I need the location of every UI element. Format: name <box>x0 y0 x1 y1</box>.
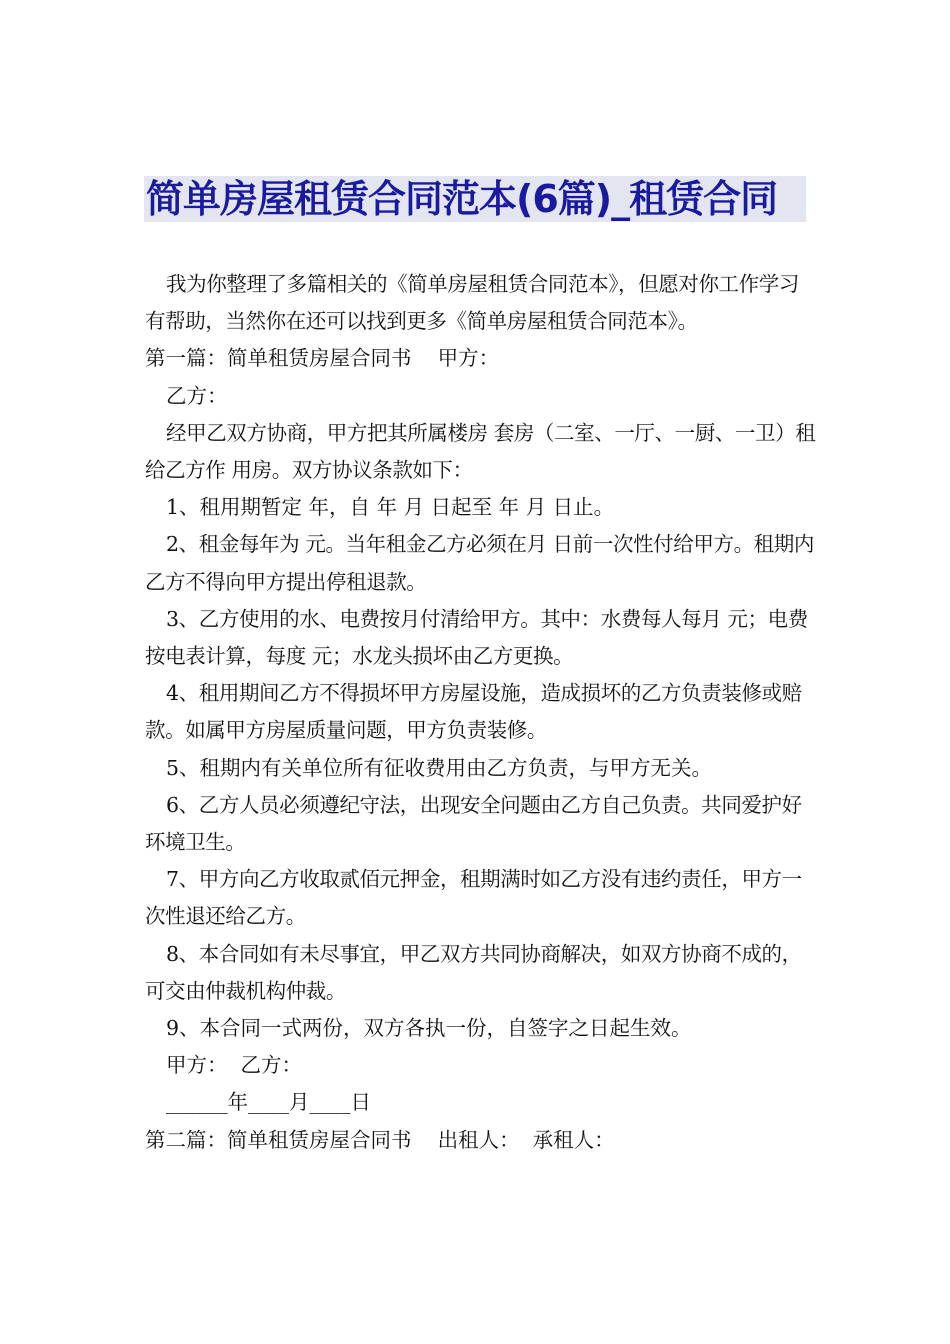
clause-1: 1、租用期暂定 年，自 年 月 日起至 年 月 日止。 <box>166 495 615 520</box>
section-one-heading: 第一篇：简单租赁房屋合同书 甲方： <box>145 346 500 371</box>
party-b-line: 乙方： <box>166 383 228 408</box>
clause-3: 3、乙方使用的水、电费按月付清给甲方。其中：水费每人每月 元；电费按电表计算，每度 元；水龙头损坏由乙方更换。 <box>145 606 808 669</box>
clause-5: 5、租期内有关单位所有征收费用由乙方负责，与甲方无关。 <box>166 755 713 780</box>
clause-6: 6、乙方人员必须遵纪守法，出现安全问题由乙方自己负责。共同爱护好环境卫生。 <box>145 792 802 855</box>
signature-parties: 甲方： 乙方： <box>166 1053 303 1078</box>
clause-9: 9、本合同一式两份，双方各执一份，自签字之日起生效。 <box>166 1016 692 1041</box>
clause-8: 8、本合同如有未尽事宜，甲乙双方共同协商解决，如双方协商不成的，可交由仲裁机构仲裁。 <box>145 941 802 1003</box>
section-two-heading: 第二篇：简单租赁房屋合同书 出租人： 承租人： <box>145 1127 615 1152</box>
intro-paragraph: 我为你整理了多篇相关的《简单房屋租赁合同范本》，但愿对你工作学习有帮助，当然你在还可以找到更多《简单房屋租赁合同范本》。 <box>145 272 799 334</box>
clause-7: 7、甲方向乙方收取贰佰元押金，租期满时如乙方没有违约责任，甲方一次性退还给乙方。 <box>145 867 802 929</box>
signature-date: ______年____月____日 <box>166 1090 371 1115</box>
document-title: 简单房屋租赁合同范本(6篇)_租赁合同 <box>146 177 778 221</box>
agreement-preamble: 经甲乙双方协商，甲方把其所属楼房 套房（二室、一厅、一厨、一卫）租给乙方作 用房。双方协议条款如下： <box>145 420 816 483</box>
document-body <box>145 266 817 1159</box>
clause-4: 4、租用期间乙方不得损坏甲方房屋设施，造成损坏的乙方负责装修或赔款。如属甲方房屋质量问题，甲方负责装修。 <box>145 681 802 743</box>
clause-2: 2、租金每年为 元。当年租金乙方必须在月 日前一次性付给甲方。租期内乙方不得向甲方提出停租退款。 <box>145 532 814 594</box>
